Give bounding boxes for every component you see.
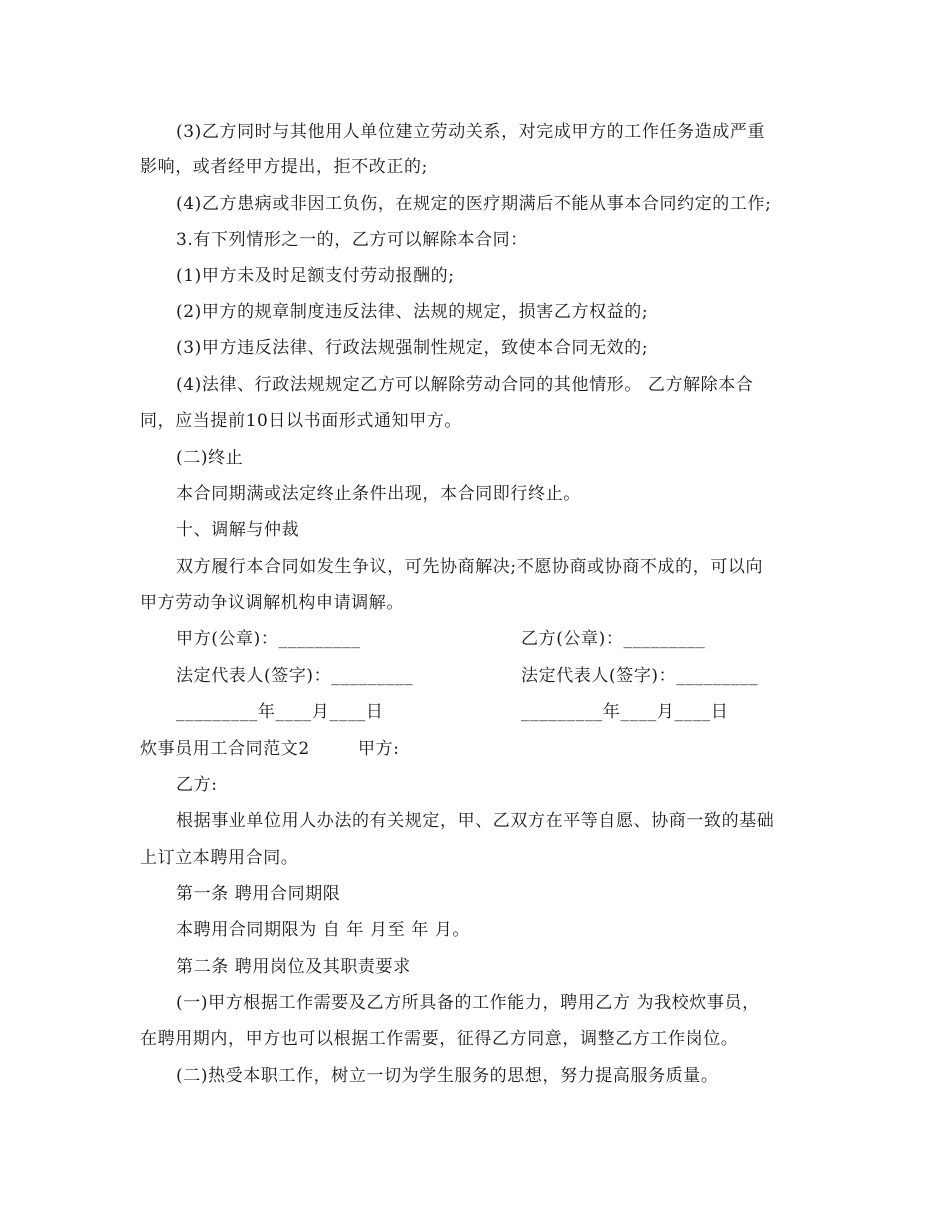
paragraph-line: 在聘用期内，甲方也可以根据工作需要，征得乙方同意，调整乙方工作岗位。 [140,1029,739,1049]
party-a-representative: 法定代表人(签字)：_________ [176,666,414,686]
section-heading: 十、调解与仲裁 [176,520,300,540]
second-contract-party-b: 乙方: [176,775,218,795]
section-heading: (二)终止 [176,448,244,468]
party-a-date: _________年____月____日 [176,702,384,722]
paragraph-line: 影响，或者经甲方提出，拒不改正的; [140,157,428,177]
paragraph-line: 双方履行本合同如发生争议，可先协商解决;不愿协商或协商不成的，可以向 [176,557,764,577]
party-b-seal: 乙方(公章)：_________ [521,629,706,649]
second-contract-title: 炊事员用工合同范文2 [140,739,310,759]
second-contract-party-a: 甲方: [358,739,400,759]
paragraph-line: (3)乙方同时与其他用人单位建立劳动关系，对完成甲方的工作任务造成严重 [176,122,766,142]
party-b-date: _________年____月____日 [521,702,729,722]
paragraph-line: (2)甲方的规章制度违反法律、法规的规定，损害乙方权益的; [176,302,649,322]
paragraph-line: (4)法律、行政法规规定乙方可以解除劳动合同的其他情形。 乙方解除本合 [176,375,754,395]
paragraph-line: 根据事业单位用人办法的有关规定，甲、乙双方在平等自愿、协商一致的基础 [176,811,775,831]
paragraph-line: (3)甲方违反法律、行政法规强制性规定，致使本合同无效的; [176,338,649,358]
party-a-seal: 甲方(公章)：_________ [176,629,361,649]
paragraph-line: (二)热受本职工作，树立一切为学生服务的思想，努力提高服务质量。 [176,1066,719,1086]
paragraph-line: 3.有下列情形之一的，乙方可以解除本合同： [176,230,528,250]
paragraph-line: 上订立本聘用合同。 [140,848,299,868]
article-heading: 第二条 聘用岗位及其职责要求 [176,957,411,977]
paragraph-line: (一)甲方根据工作需要及乙方所具备的工作能力，聘用乙方 为我校炊事员， [176,993,760,1013]
paragraph-line: 本聘用合同期限为 自 年 月至 年 月。 [176,920,471,940]
paragraph-line: 本合同期满或法定终止条件出现，本合同即行终止。 [176,484,581,504]
party-b-representative: 法定代表人(签字)：_________ [521,666,759,686]
article-heading: 第一条 聘用合同期限 [176,884,341,904]
paragraph-line: 同，应当提前10日以书面形式通知甲方。 [140,411,463,431]
paragraph-line: (1)甲方未及时足额支付劳动报酬的; [176,266,455,286]
paragraph-line: 甲方劳动争议调解机构申请调解。 [140,593,404,613]
paragraph-line: (4)乙方患病或非因工负伤，在规定的医疗期满后不能从事本合同约定的工作; [176,194,772,214]
